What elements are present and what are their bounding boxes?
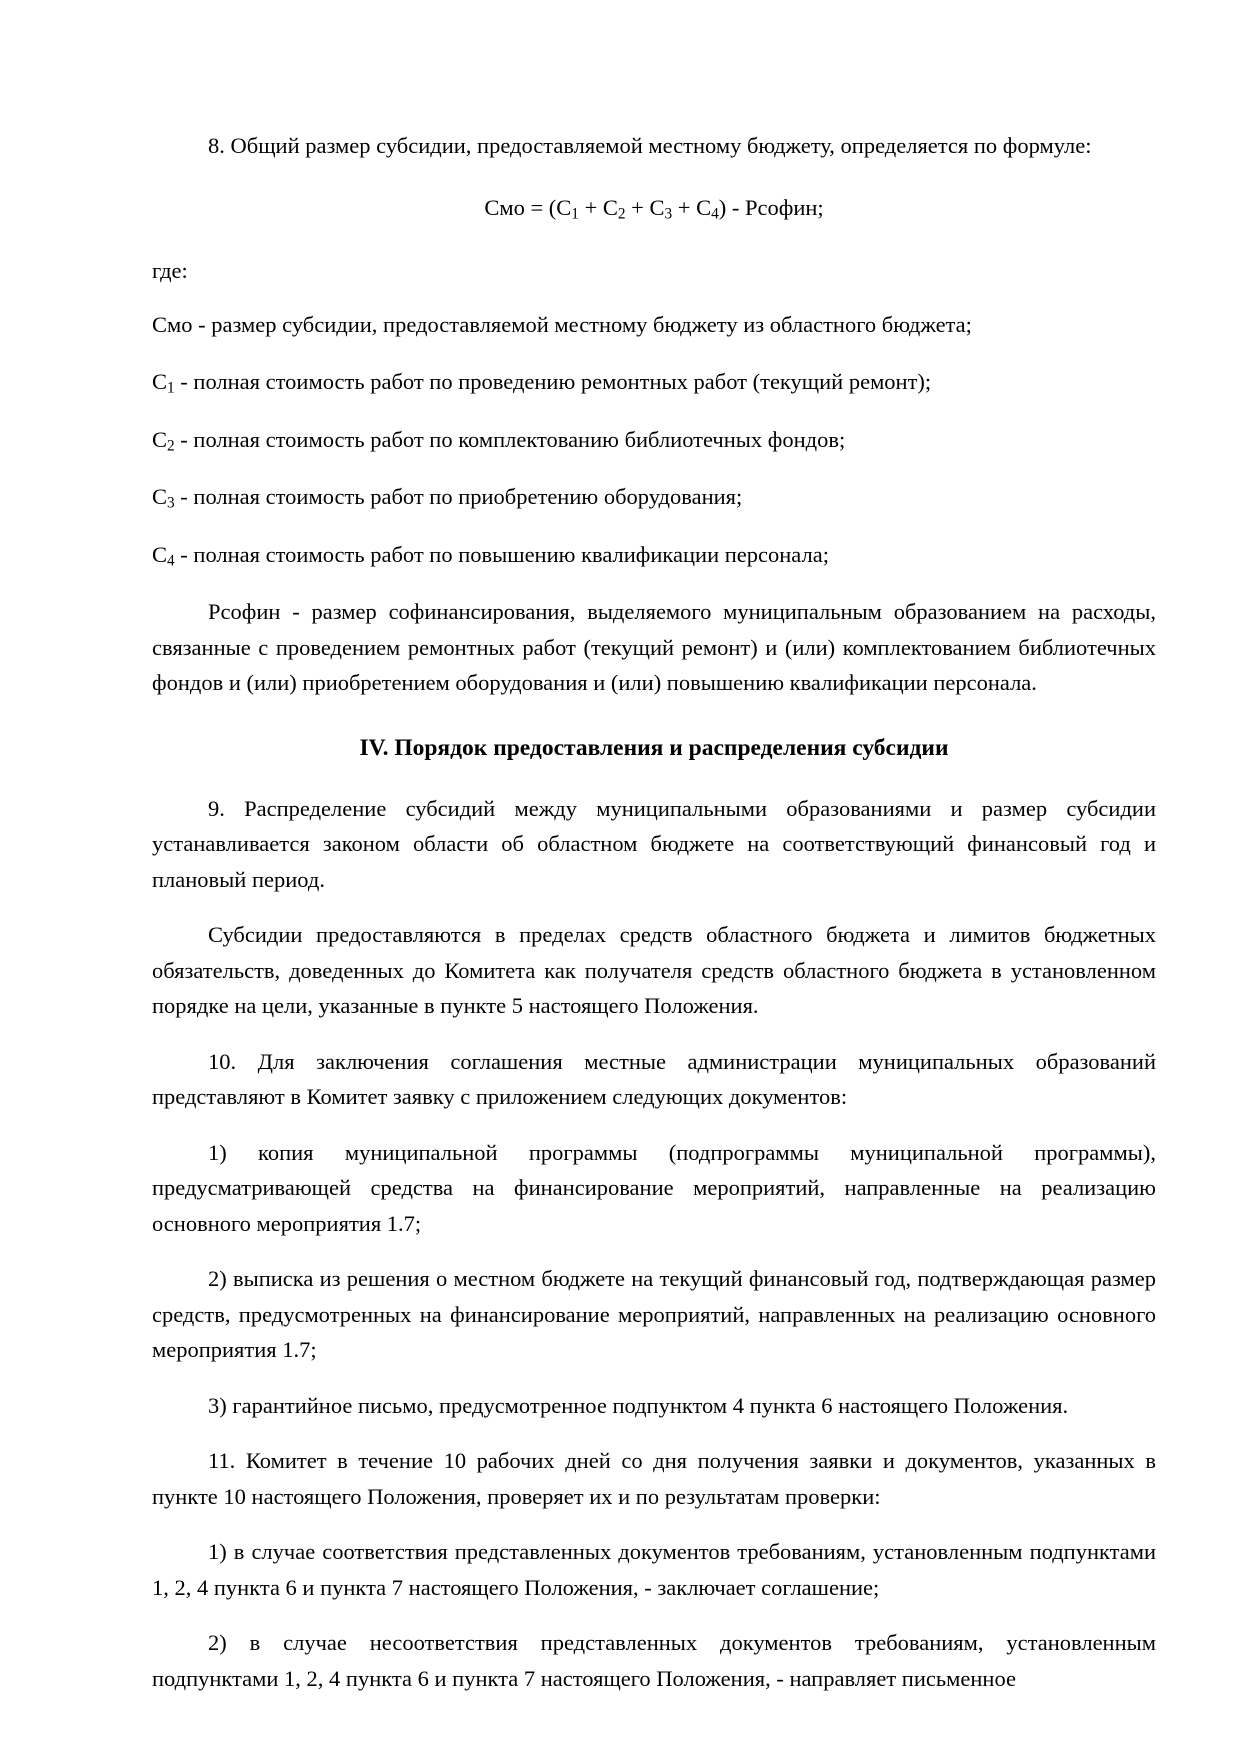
definition-item-c1 (152, 364, 1156, 400)
formula-sub-3: 3 (664, 204, 673, 222)
paragraph-11: 11. Комитет в течение 10 рабочих дней со дня получения заявки и документов, указанных в пункте 10 настоящего Положения, проверяет их и по результатам проверки: (152, 1448, 1156, 1509)
subsidy-formula (152, 190, 1156, 226)
formula-sub-1: 1 (571, 204, 579, 222)
definition-symbol: С (152, 426, 168, 452)
list-item-10-2: 2) выписка из решения о местном бюджете на текущий финансовый год, подтверждающая размер средств, предусмотренных на финансирование мероприятий, направленных на реализацию основного мероприятия 1.7; (152, 1266, 1156, 1362)
definition-text: - полная стоимость работ по приобретению оборудования; (174, 484, 743, 509)
formula-sub-4: 4 (711, 204, 719, 222)
definition-text: - полная стоимость работ по проведению ремонтных работ (текущий ремонт); (174, 369, 932, 394)
formula-sub-2: 2 (617, 204, 626, 222)
formula-plus-1: + С (584, 194, 618, 220)
paragraph-cofinancing: Рсофин - размер софинансирования, выделяемого муниципальным образованием на расходы, связанные с проведением ремонтных работ (текущий ремонт) и (или) комплектованием библиотечных фондов и (или) приобретением оборудования и (или) повышению квалификации персонала. (152, 599, 1156, 695)
section-heading-iv: IV. Порядок предоставления и распределения субсидии (359, 734, 949, 761)
formula-plus-2: + С (631, 194, 665, 220)
formula-definitions-list (152, 307, 1156, 573)
formula-equals-sign: = (530, 194, 544, 220)
definition-symbol: Смо (152, 311, 193, 337)
paragraph-9: 9. Распределение субсидий между муниципальными образованиями и размер субсидии устанавливается законом области об областном бюджете на соответствующий финансовый год и плановый период. (152, 795, 1156, 892)
where-label: где: (152, 258, 188, 283)
definition-text: - полная стоимость работ по комплектованию библиотечных фондов; (174, 426, 846, 452)
definition-text: - полная стоимость работ по повышению квалификации персонала; (174, 541, 829, 567)
paragraph-subsidies-limits: Субсидии предоставляются в пределах средств областного бюджета и лимитов бюджетных обязательств, доведенных до Комитета как получателя средств областного бюджета в установленном порядке на цели, указанные в пункте 5 настоящего Положения. (152, 922, 1156, 1018)
definition-symbol: С (152, 369, 168, 394)
paragraph-10: 10. Для заключения соглашения местные администрации муниципальных образований представляют в Комитет заявку с приложением следующих документов: (152, 1048, 1156, 1109)
definition-subscript: 4 (167, 551, 175, 569)
definition-symbol: С (152, 484, 168, 509)
formula-plus-3: + С (677, 194, 712, 220)
formula-rhs-open: (С (548, 194, 572, 220)
definition-item-smo (152, 307, 1156, 343)
definition-item-c2 (152, 422, 1156, 458)
definition-item-c3 (152, 479, 1156, 515)
definition-subscript: 1 (167, 379, 175, 397)
list-item-10-1: 1) копия муниципальной программы (подпрограммы муниципальной программы), предусматривающей средства на финансирование мероприятий, направленные на реализацию основного мероприятия 1.7; (152, 1139, 1156, 1236)
list-item-11-1: 1) в случае соответствия представленных документов требованиям, установленным подпунктами 1, 2, 4 пункта 6 и пункта 7 настоящего Положения, - заключает соглашение; (152, 1539, 1156, 1600)
list-item-11-2: 2) в случае несоответствия представленных документов требованиям, установленным подпунктами 1, 2, 4 пункта 6 и пункта 7 настоящего Положения, - направляет письменное (152, 1630, 1156, 1691)
definition-symbol: С (152, 541, 168, 567)
formula-lhs: Смо (484, 194, 525, 220)
definition-subscript: 3 (167, 494, 175, 512)
definition-subscript: 2 (167, 436, 175, 454)
definition-item-c4 (152, 537, 1156, 573)
definition-text: - размер субсидии, предоставляемой местному бюджету из областного бюджета; (192, 311, 972, 337)
paragraph-8: 8. Общий размер субсидии, предоставляемой местному бюджету, определяется по формуле: (208, 133, 1092, 158)
list-item-10-3: 3) гарантийное письмо, предусмотренное подпунктом 4 пункта 6 настоящего Положения. (208, 1392, 1069, 1418)
formula-rhs-close: ) - Рсофин; (718, 194, 824, 220)
